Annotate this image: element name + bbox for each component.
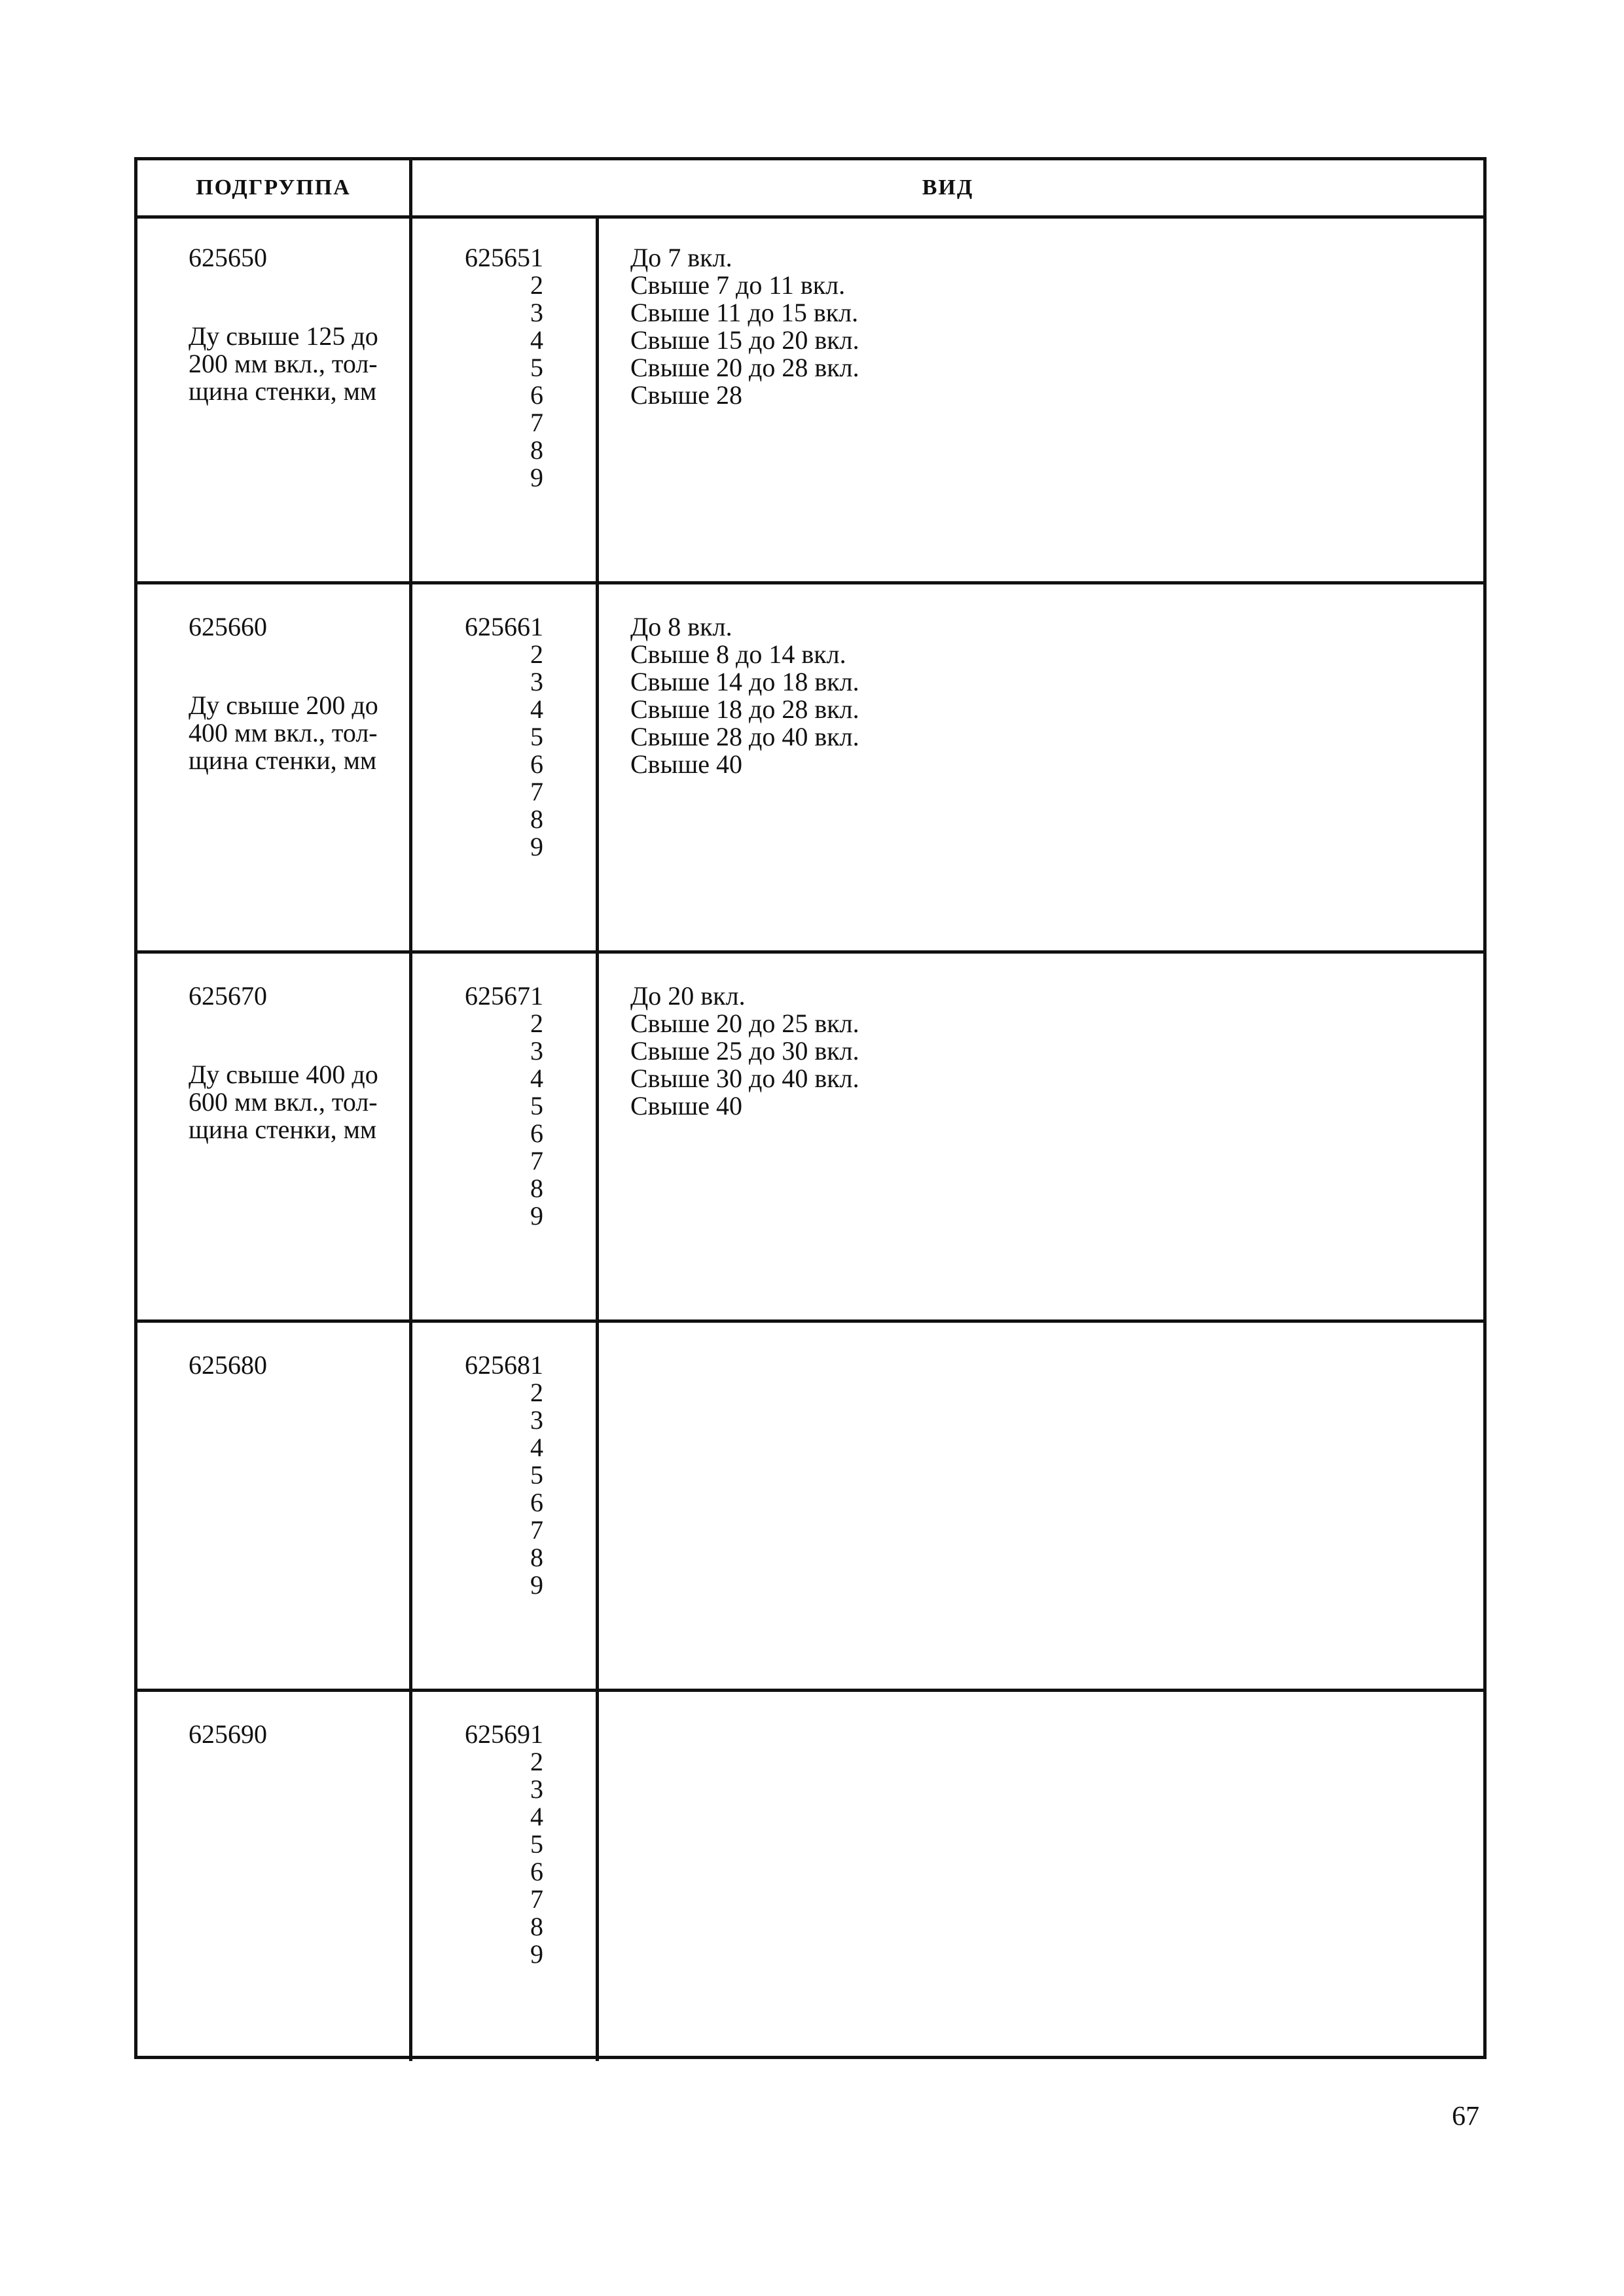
type-description: До 7 вкл. (630, 243, 732, 272)
type-code: 6 (530, 1857, 543, 1886)
description-line: 600 мм вкл., тол- (189, 1087, 378, 1117)
type-code: 625671 (465, 981, 543, 1011)
table-header (137, 160, 1483, 219)
type-code: 4 (530, 325, 543, 355)
type-code: 5 (530, 722, 543, 751)
type-description: Свыше 11 до 15 вкл. (630, 298, 859, 327)
type-code: 2 (530, 1378, 543, 1407)
type-code: 3 (530, 1774, 543, 1804)
type-codes-cell (412, 1692, 599, 2061)
type-description: Свыше 40 (630, 1091, 742, 1121)
header-vid: ВИД (922, 175, 974, 200)
subgroup-code: 625680 (189, 1350, 267, 1380)
description-line: Ду свыше 400 до (189, 1060, 378, 1089)
type-description: Свыше 40 (630, 749, 742, 779)
type-code: 6 (530, 1119, 543, 1148)
type-code: 9 (530, 1570, 543, 1600)
subgroup-code: 625690 (189, 1719, 267, 1749)
type-code: 625651 (465, 243, 543, 272)
type-code: 3 (530, 1405, 543, 1435)
type-code: 8 (530, 435, 543, 465)
subgroup-code: 625660 (189, 612, 267, 641)
type-description: Свыше 28 (630, 380, 742, 410)
table-row (137, 1692, 1483, 2061)
type-code: 4 (530, 694, 543, 724)
type-codes-cell (412, 215, 599, 581)
table-row (137, 954, 1483, 1323)
type-code: 2 (530, 1009, 543, 1038)
type-description: Свыше 20 до 25 вкл. (630, 1009, 859, 1038)
table-row (137, 1323, 1483, 1692)
type-code: 4 (530, 1802, 543, 1831)
type-description: До 20 вкл. (630, 981, 746, 1011)
type-code: 9 (530, 463, 543, 492)
type-code: 8 (530, 1174, 543, 1203)
type-code: 6 (530, 749, 543, 779)
description-line: щина стенки, мм (189, 376, 377, 406)
type-code: 3 (530, 298, 543, 327)
type-code: 8 (530, 804, 543, 834)
subgroup-cell (137, 1323, 412, 1689)
description-line: 400 мм вкл., тол- (189, 718, 378, 747)
type-description-cell (599, 954, 1483, 1319)
type-code: 7 (530, 1884, 543, 1914)
type-code: 4 (530, 1064, 543, 1093)
type-code: 9 (530, 832, 543, 861)
type-code: 2 (530, 639, 543, 669)
type-description-cell (599, 215, 1483, 581)
subgroup-cell (137, 215, 412, 581)
type-code: 5 (530, 1091, 543, 1121)
subgroup-description (189, 692, 405, 774)
type-description-cell (599, 1323, 1483, 1689)
type-code: 2 (530, 270, 543, 300)
type-code: 3 (530, 667, 543, 696)
description-line: щина стенки, мм (189, 1115, 377, 1144)
subgroup-description (189, 323, 405, 405)
subgroup-code: 625670 (189, 981, 267, 1011)
type-description: До 8 вкл. (630, 612, 732, 641)
type-description: Свыше 14 до 18 вкл. (630, 667, 859, 696)
header-subgroup: ПОДГРУППА (137, 160, 412, 215)
description-line: 200 мм вкл., тол- (189, 349, 378, 378)
description-line: Ду свыше 125 до (189, 321, 378, 351)
type-codes-cell (412, 954, 599, 1319)
type-description: Свыше 18 до 28 вкл. (630, 694, 859, 724)
type-code: 5 (530, 1829, 543, 1859)
subgroup-cell (137, 954, 412, 1319)
type-code: 3 (530, 1036, 543, 1066)
type-description: Свыше 7 до 11 вкл. (630, 270, 846, 300)
type-code: 8 (530, 1912, 543, 1941)
type-code: 7 (530, 408, 543, 437)
type-code: 7 (530, 1515, 543, 1545)
type-code: 5 (530, 1460, 543, 1490)
subgroup-cell (137, 1692, 412, 2061)
type-code: 5 (530, 353, 543, 382)
type-code: 8 (530, 1543, 543, 1572)
page-number: 67 (1452, 2102, 1479, 2132)
type-description: Свыше 15 до 20 вкл. (630, 325, 859, 355)
type-code: 9 (530, 1939, 543, 1969)
type-description: Свыше 30 до 40 вкл. (630, 1064, 859, 1093)
type-description: Свыше 25 до 30 вкл. (630, 1036, 859, 1066)
description-line: Ду свыше 200 до (189, 691, 378, 720)
type-description: Свыше 8 до 14 вкл. (630, 639, 846, 669)
subgroup-cell (137, 584, 412, 950)
type-code: 7 (530, 1146, 543, 1175)
type-code: 7 (530, 777, 543, 806)
type-description-cell (599, 1692, 1483, 2061)
subgroup-code: 625650 (189, 243, 267, 272)
type-code: 4 (530, 1433, 543, 1462)
type-description: Свыше 20 до 28 вкл. (630, 353, 859, 382)
table-row (137, 584, 1483, 954)
type-codes-cell (412, 1323, 599, 1689)
description-line: щина стенки, мм (189, 745, 377, 775)
table-row (137, 215, 1483, 584)
subgroup-description (189, 1061, 405, 1143)
type-code: 6 (530, 1488, 543, 1517)
type-code: 625681 (465, 1350, 543, 1380)
type-description-cell (599, 584, 1483, 950)
type-code: 6 (530, 380, 543, 410)
type-code: 625661 (465, 612, 543, 641)
classification-table (134, 157, 1487, 2059)
type-code: 625691 (465, 1719, 543, 1749)
type-codes-cell (412, 584, 599, 950)
type-description: Свыше 28 до 40 вкл. (630, 722, 859, 751)
type-code: 2 (530, 1747, 543, 1776)
type-code: 9 (530, 1201, 543, 1230)
